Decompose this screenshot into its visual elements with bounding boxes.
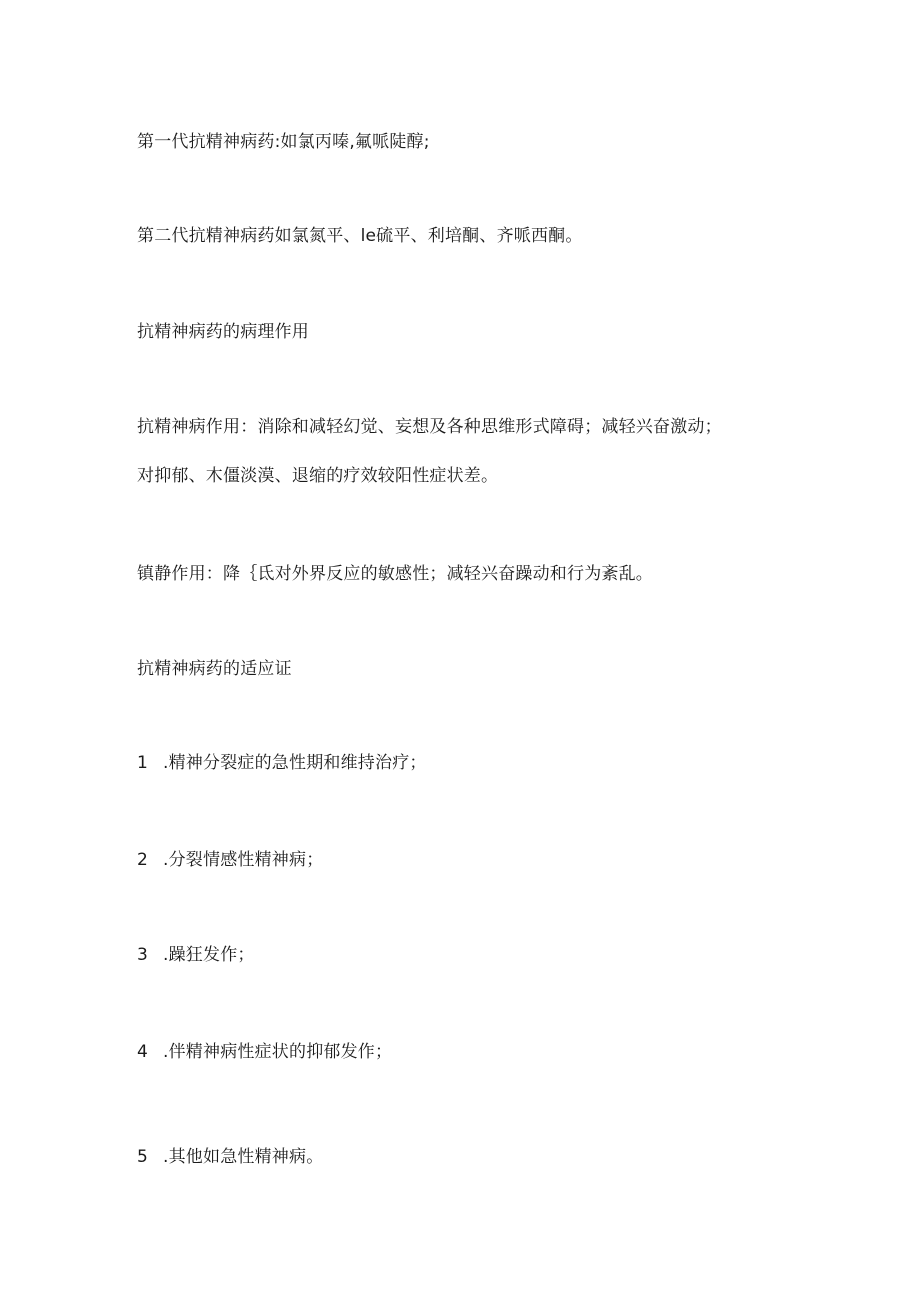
heading-indications: 抗精神病药的适应证 [137,659,292,679]
list-item-text: .其他如急性精神病。 [163,1147,324,1167]
paragraph-first-generation: 第一代抗精神病药:如氯丙嗪,氟哌陡醇; [137,132,430,152]
list-item [137,1145,323,1169]
list-item [137,1040,392,1064]
paragraph-second-generation: 第二代抗精神病药如氯氮平、le硫平、利培酮、齐哌西酮。 [137,226,583,246]
list-item-text: .分裂情感性精神病； [163,850,324,870]
list-item-text: .躁狂发作； [163,945,255,965]
paragraph-antipsychotic-effect: 抗精神病作用：消除和减轻幻觉、妄想及各种思维形式障碍；减轻兴奋激动； [137,417,722,437]
list-item-number: 3 [137,945,149,965]
list-item-text: .伴精神病性症状的抑郁发作； [163,1042,393,1062]
list-item [137,848,323,872]
heading-pathology-effects: 抗精神病药的病理作用 [137,322,309,342]
list-item-number: 5 [137,1147,149,1167]
list-item [137,943,255,967]
list-item-number: 1 [137,753,149,773]
list-item-text: .精神分裂症的急性期和维持治疗； [163,753,427,773]
paragraph-sedative-effect: 镇静作用：降｛氐对外界反应的敏感性；减轻兴奋躁动和行为紊乱。 [137,564,653,584]
list-item [137,751,427,775]
list-item-number: 2 [137,850,149,870]
paragraph-antipsychotic-effect-cont: 对抑郁、木僵淡漠、退缩的疗效较阳性症状差。 [137,466,499,486]
list-item-number: 4 [137,1042,149,1062]
